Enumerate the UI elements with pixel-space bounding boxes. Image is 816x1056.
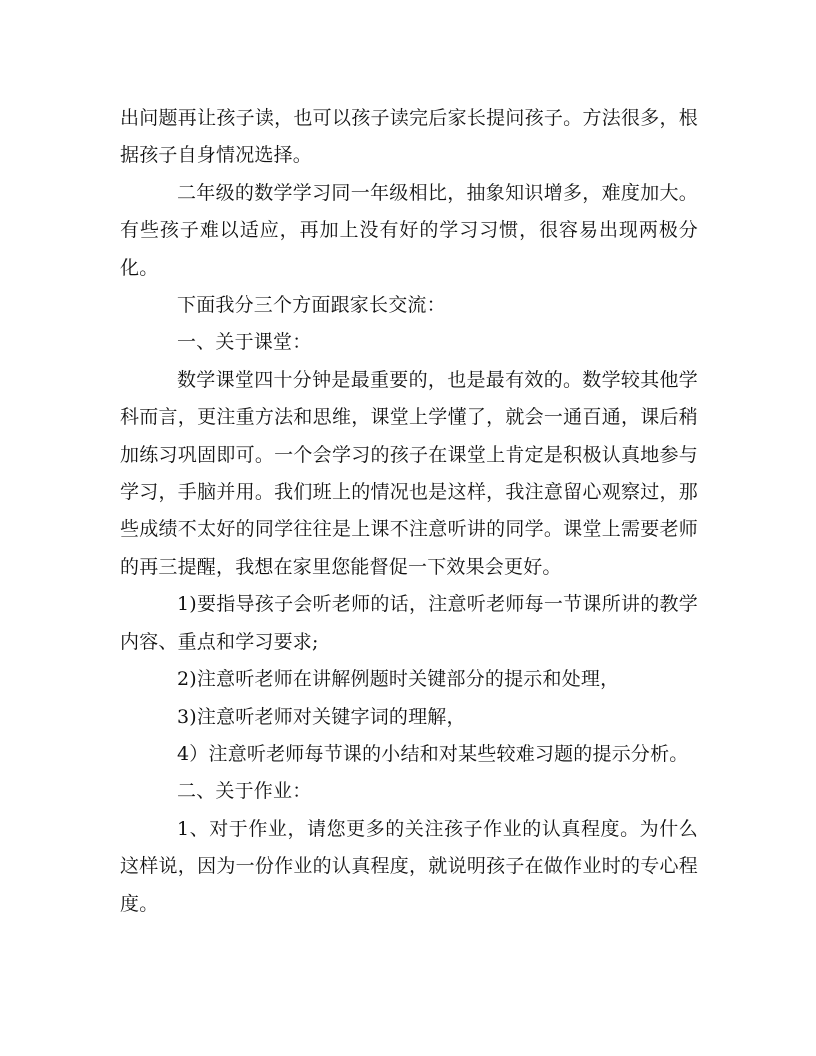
paragraph-homework-point-1: 1、对于作业，请您更多的关注孩子作业的认真程度。为什么这样说，因为一份作业的认真程度，就说明孩子在做作业时的专心程度。 xyxy=(120,817,698,915)
list-item-1: 1)要指导孩子会听老师的话，注意听老师每一节课所讲的教学内容、重点和学习要求; xyxy=(120,593,698,653)
section-heading-homework: 二、关于作业： xyxy=(177,780,312,803)
paragraph-intro-three-aspects: 下面我分三个方面跟家长交流： xyxy=(177,294,446,317)
list-item-2: 2)注意听老师在讲解例题时关键部分的提示和处理， xyxy=(177,668,620,691)
document-body xyxy=(120,100,698,923)
section-heading-classroom: 一、关于课堂： xyxy=(177,331,312,354)
paragraph-classroom-importance: 数学课堂四十分钟是最重要的，也是最有效的。数学较其他学科而言，更注重方法和思维，课堂上学懂了，就会一通百通，课后稍加练习巩固即可。一个会学习的孩子在课堂上肯定是积极认真地参与学习，手脑并用。我们班上的情况也是这样，我注意留心观察过，那些成绩不太好的同学往往是上课不注意听讲的同学。课堂上需要老师的再三提醒，我想在家里您能督促一下效果会更好。 xyxy=(120,368,698,578)
paragraph-continuation: 出问题再让孩子读，也可以孩子读完后家长提问孩子。方法很多，根据孩子自身情况选择。 xyxy=(120,107,698,167)
list-item-4: 4）注意听老师每节课的小结和对某些较难习题的提示分析。 xyxy=(177,742,689,765)
list-item-3: 3)注意听老师对关键字词的理解， xyxy=(177,705,466,728)
paragraph-grade-two-math: 二年级的数学学习同一年级相比，抽象知识增多，难度加大。有些孩子难以适应，再加上没有好的学习习惯，很容易出现两极分化。 xyxy=(120,181,698,279)
